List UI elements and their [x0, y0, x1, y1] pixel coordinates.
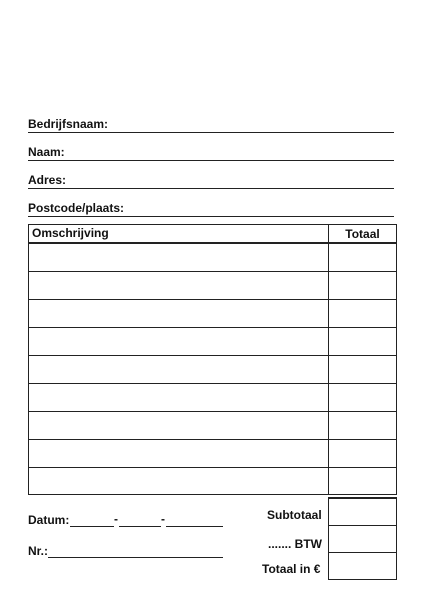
row-total-cell[interactable] — [328, 356, 396, 383]
btw-label: ....... BTW — [268, 537, 322, 551]
date-month-field[interactable] — [119, 526, 161, 527]
table-row[interactable] — [29, 412, 396, 440]
datum-label: Datum: — [28, 513, 70, 527]
nr-label: Nr.: — [28, 544, 49, 558]
row-total-cell[interactable] — [328, 384, 396, 411]
date-year-field[interactable] — [166, 526, 223, 527]
field-bedrijfsnaam[interactable] — [28, 116, 394, 133]
table-row[interactable] — [29, 356, 396, 384]
row-total-cell[interactable] — [328, 272, 396, 299]
row-total-cell[interactable] — [328, 300, 396, 327]
table-row[interactable] — [29, 440, 396, 468]
subtotaal-field[interactable] — [329, 499, 396, 526]
field-label-adres: Adres: — [28, 173, 67, 187]
field-label-postcode-plaats: Postcode/plaats: — [28, 201, 125, 215]
subtotaal-label: Subtotaal — [267, 508, 322, 522]
totaal-label: Totaal in € — [262, 562, 321, 576]
table-row[interactable] — [29, 328, 396, 356]
totaal-field[interactable] — [329, 553, 396, 579]
column-header-omschrijving: Omschrijving — [32, 226, 109, 240]
row-total-cell[interactable] — [328, 328, 396, 355]
field-adres[interactable] — [28, 172, 394, 189]
row-total-cell[interactable] — [328, 412, 396, 439]
table-row[interactable] — [29, 272, 396, 300]
date-separator: - — [161, 512, 165, 526]
field-label-naam: Naam: — [28, 145, 65, 159]
field-label-bedrijfsnaam: Bedrijfsnaam: — [28, 117, 109, 131]
table-row[interactable] — [29, 468, 396, 494]
row-total-cell[interactable] — [328, 468, 396, 494]
totals-box — [328, 497, 397, 580]
row-total-cell[interactable] — [328, 440, 396, 467]
table-row[interactable] — [29, 384, 396, 412]
date-day-field[interactable] — [70, 526, 114, 527]
column-header-totaal: Totaal — [345, 227, 380, 241]
table-row[interactable] — [29, 300, 396, 328]
btw-field[interactable] — [329, 526, 396, 553]
nr-field[interactable] — [48, 557, 223, 558]
field-postcode-plaats[interactable] — [28, 200, 394, 217]
items-table — [28, 224, 397, 495]
row-total-cell[interactable] — [328, 244, 396, 271]
field-naam[interactable] — [28, 144, 394, 161]
date-separator: - — [114, 512, 118, 526]
table-row[interactable] — [29, 244, 396, 272]
table-header — [29, 225, 396, 244]
